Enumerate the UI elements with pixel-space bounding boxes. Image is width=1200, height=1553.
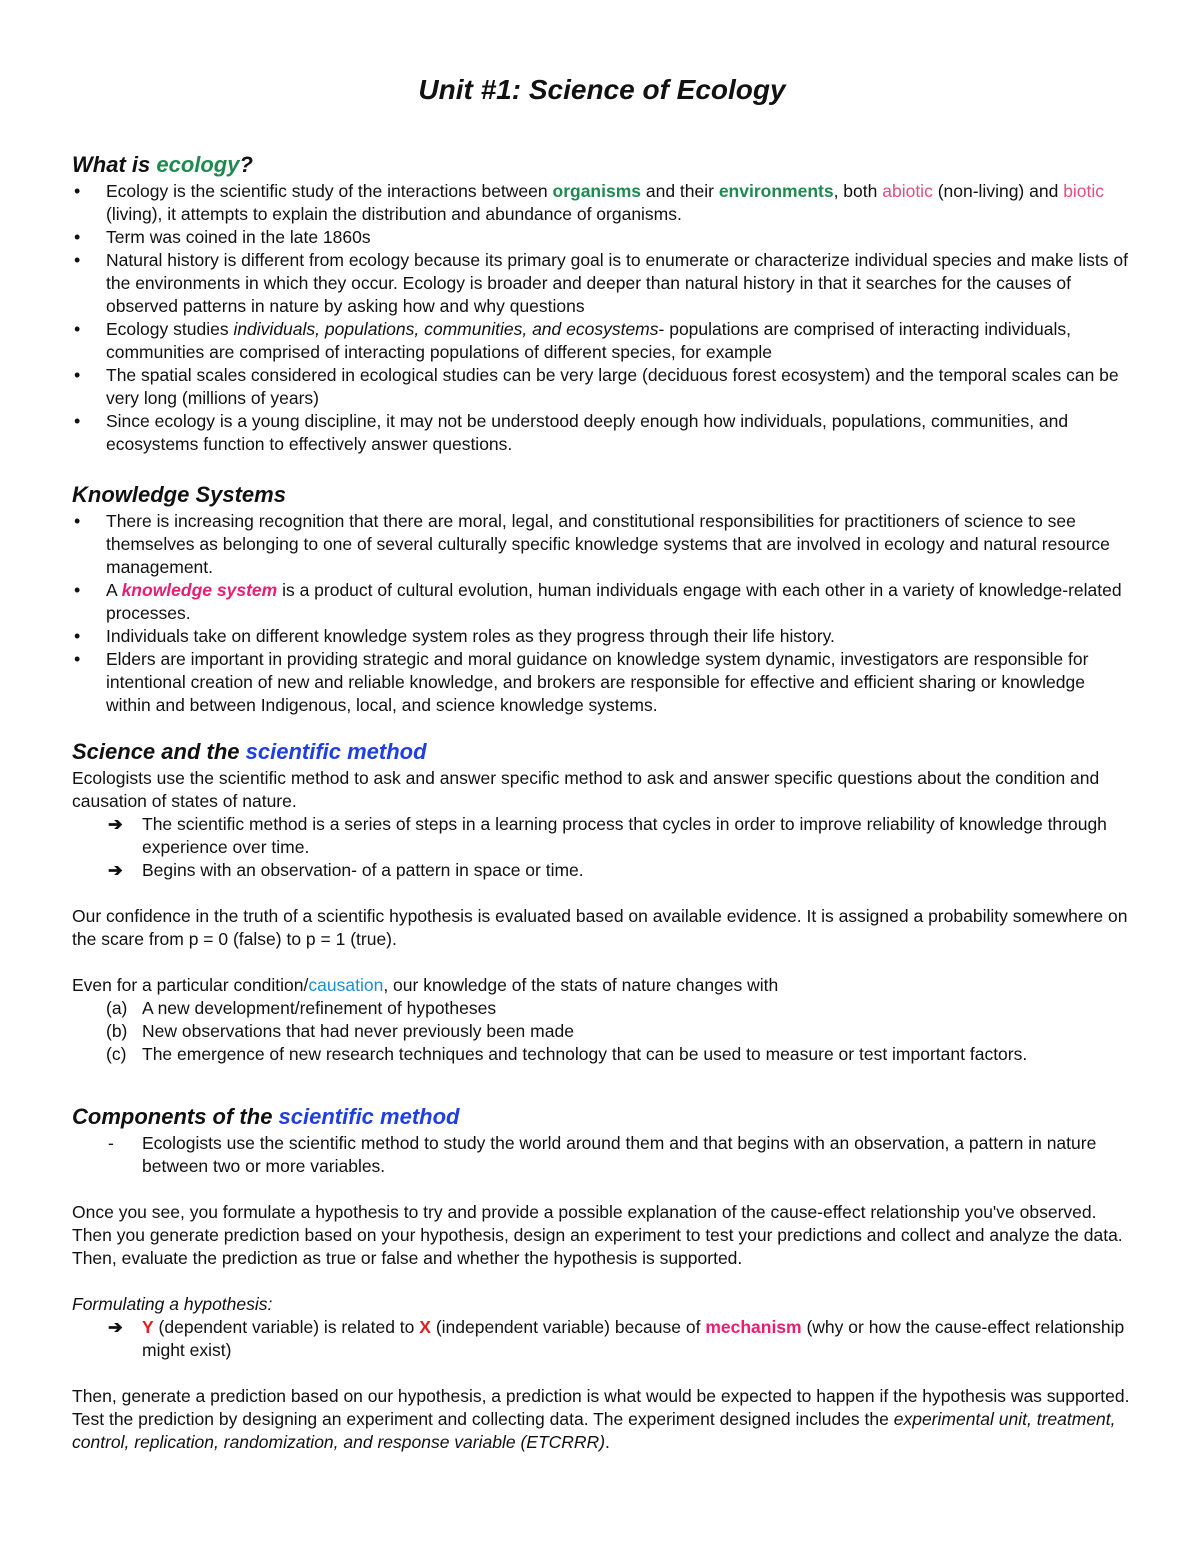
heading-keyword: scientific method	[245, 739, 427, 764]
list-item: • Term was coined in the late 1860s	[72, 226, 1132, 249]
list-item: • Ecology studies individuals, populations, communities, and ecosystems- populations are comprised of interacting individuals, communities are comprised of interacting populations of different species, for example	[72, 318, 1132, 364]
list-item: • The spatial scales considered in ecological studies can be very large (deciduous forest ecosystem) and the temporal scales can be very long (millions of years)	[72, 364, 1132, 410]
section-heading: Components of the scientific method	[72, 1104, 460, 1129]
bullet-list	[72, 180, 1132, 456]
section-heading: Knowledge Systems	[72, 482, 286, 507]
list-item: • Natural history is different from ecology because its primary goal is to enumerate or characterize individual species and make lists of the environments in which they occur. Ecology is broader and deeper than natural history in that it searches for the causes of observed patterns in nature by asking how and why questions	[72, 249, 1132, 318]
arrow-icon: ➔	[108, 814, 123, 834]
section-knowledge-systems	[72, 480, 1132, 717]
arrow-list	[72, 1316, 1132, 1362]
section-heading: Science and the scientific method	[72, 739, 427, 764]
list-item: • There is increasing recognition that there are moral, legal, and constitutional responsibilities for practitioners of science to see themselves as belonging to one of several culturally specific knowledge systems that are involved in ecology and natural resource management.	[72, 510, 1132, 579]
list-item: • A knowledge system is a product of cultural evolution, human individuals engage with each other in a variety of knowledge-related processes.	[72, 579, 1132, 625]
list-item: (c) The emergence of new research techniques and technology that can be used to measure or test important factors.	[106, 1044, 1028, 1064]
keyword: causation	[308, 975, 384, 995]
list-item: ➔ Y (dependent variable) is related to X (independent variable) because of mechanism (why or how the cause-effect relationship might exist)	[108, 1317, 1125, 1360]
list-item: • Elders are important in providing strategic and moral guidance on knowledge system dynamic, investigators are responsible for intentional creation of new and reliable knowledge, and brokers are responsible for effective and efficient sharing or knowledge within and between Indigenous, local, and science knowledge systems.	[72, 648, 1132, 717]
list-item: ➔ The scientific method is a series of steps in a learning process that cycles in order to improve reliability of knowledge through experience over time.	[108, 814, 1107, 857]
list-item: • Ecology is the scientific study of the interactions between organisms and their environments, both abiotic (non-living) and biotic (living), it attempts to explain the distribution and abundance of organisms.	[72, 180, 1132, 226]
keyword: Y	[142, 1317, 154, 1337]
keyword: abiotic	[882, 181, 933, 201]
list-item: (a) A new development/refinement of hypotheses	[106, 998, 497, 1018]
paragraph: Ecologists use the scientific method to ask and answer specific method to ask and answer specific questions about the condition and causation of states of nature.	[72, 768, 1100, 811]
section-components-method	[72, 1102, 1132, 1454]
paragraph: Our confidence in the truth of a scientific hypothesis is evaluated based on available evidence. It is assigned a probability somewhere on the scare from p = 0 (false) to p = 1 (true).	[72, 906, 1128, 949]
keyword: individuals, populations, communities, and ecosystems	[233, 319, 659, 339]
keyword: mechanism	[705, 1317, 802, 1337]
keyword: X	[419, 1317, 431, 1337]
lettered-list	[72, 997, 1132, 1066]
paragraph: Even for a particular condition/causation, our knowledge of the stats of nature changes with	[72, 975, 779, 995]
section-what-is-ecology	[72, 150, 1132, 456]
heading-text: ?	[239, 152, 253, 177]
keyword: environments	[718, 181, 834, 201]
arrow-list	[72, 813, 1132, 882]
keyword: biotic	[1063, 181, 1105, 201]
arrow-icon: ➔	[108, 1317, 123, 1337]
section-heading	[72, 150, 1132, 180]
heading-keyword: ecology	[156, 152, 240, 177]
section-science-method	[72, 737, 1132, 1066]
arrow-icon: ➔	[108, 860, 123, 880]
list-item: (b) New observations that had never previously been made	[106, 1021, 574, 1041]
keyword: organisms	[552, 181, 641, 201]
bullet-list	[72, 510, 1132, 717]
paragraph: Then, generate a prediction based on our hypothesis, a prediction is what would be expected to happen if the hypothesis was supported. Test the prediction by designing an experiment and collecting data. The experiment designed includes the experimental unit, treatment, control, replication, randomization, and response variable (ETCRRR).	[72, 1386, 1130, 1452]
keyword: knowledge system	[121, 580, 278, 600]
list-item: • Individuals take on different knowledge system roles as they progress through their life history.	[72, 625, 1132, 648]
list-item: - Ecologists use the scientific method to study the world around them and that begins with an observation, a pattern in nature between two or more variables.	[108, 1133, 1097, 1176]
list-item: ➔ Begins with an observation- of a pattern in space or time.	[108, 860, 584, 880]
paragraph: Once you see, you formulate a hypothesis to try and provide a possible explanation of the cause-effect relationship you've observed. Then you generate prediction based on your hypothesis, design an experiment to test your predictions and collect and analyze the data. Then, evaluate the prediction as true or false and whether the hypothesis is supported.	[72, 1202, 1123, 1268]
keyword: experimental unit, treatment, control, replication, randomization, and response variable (ETCRRR)	[72, 1409, 1116, 1452]
dash-list	[72, 1132, 1132, 1178]
subheading: Formulating a hypothesis:	[72, 1294, 273, 1314]
heading-keyword: scientific method	[278, 1104, 460, 1129]
list-item: • Since ecology is a young discipline, it may not be understood deeply enough how individuals, populations, communities, and ecosystems function to effectively answer questions.	[72, 410, 1132, 456]
heading-text: What is	[72, 152, 157, 177]
page-title: Unit #1: Science of Ecology	[418, 74, 786, 105]
